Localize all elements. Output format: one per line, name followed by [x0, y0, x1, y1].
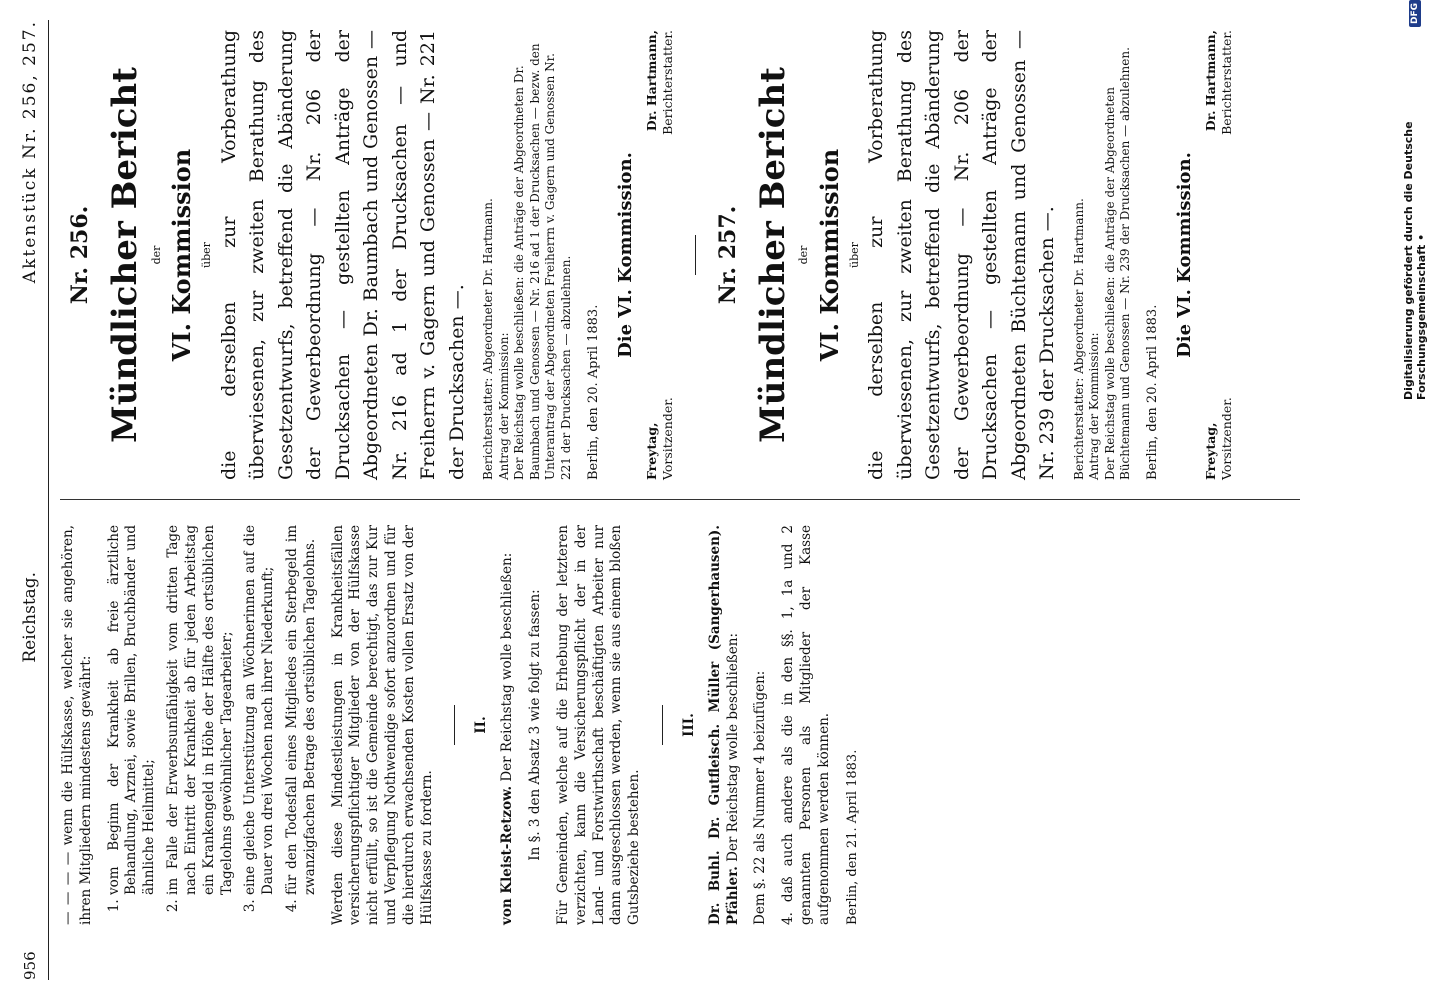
- section-number: II.: [473, 716, 490, 734]
- lead-paragraph: — — — — wenn die Hülfskasse, welcher sie angehören, ihren Mitgliedern mindestens gewährt:: [60, 525, 94, 925]
- signatures: [1203, 30, 1236, 480]
- list-item: 3. eine gleiche Unterstützung an Wöchnerinnen auf die Dauer von drei Wochen nach ihrer Niederkunft;: [242, 525, 278, 895]
- motion-text: Der Reichstag wolle beschließen: die Anträge der Abgeordneten Dr. Baumbach und Genossen — Nr. 216 ad 1 der Drucksachen — bezw. den Unterantrag der Abgeordneten Freiherrn v. Gagern und Genossen Nr. 221 der Drucksachen — abzulehnen.: [512, 43, 574, 480]
- date-line: Berlin, den 20. April 1883.: [585, 304, 601, 480]
- divider: [454, 705, 455, 745]
- report-intro: die derselben zur Vorberathung überwiesenen, zur zweiten Berathung des Gesetzentwurfs, betreffend die Abänderung der Gewerbeordnung — Nr. 206 der Drucksachen — gestellten Anträge der Abgeordneten Büchtemann und Genossen — Nr. 239 der Drucksachen —.: [865, 30, 1059, 480]
- chair-signature: Freytag, Vorsitzender.: [643, 397, 676, 480]
- motion-author: von Kleist-Retzow.: [499, 785, 516, 925]
- motion-authors: Dr. Buhl. Dr. Gutfleisch. Müller (Sangerhausen). Pfähler.: [706, 525, 741, 925]
- column-divider: [60, 499, 1300, 500]
- report-257: [714, 30, 1236, 480]
- left-column: [60, 525, 1310, 925]
- report-number: Nr. 256.: [67, 205, 93, 305]
- date-line: Berlin, den 21. April 1883.: [844, 749, 860, 925]
- list-item: 2. im Falle der Erwerbsunfähigkeit vom dritten Tage nach Eintritt der Krankheit ab für jeden Arbeitstag ein Krankengeld in Höhe der Hälfte des ortsüblichen Tagelohns gewöhnlicher Tagearbeiter;: [165, 525, 236, 895]
- date-line: Berlin, den 20. April 1883.: [1145, 304, 1161, 480]
- report-meta: [481, 30, 575, 480]
- report-meta: [1072, 30, 1134, 480]
- page-number: 956: [21, 951, 39, 980]
- rapporteur-signature: Dr. Hartmann, Berichterstatter.: [1202, 30, 1235, 135]
- rapporteur-signature: Dr. Hartmann, Berichterstatter.: [643, 30, 676, 135]
- digitization-stamp: [1402, 0, 1428, 400]
- closing-paragraph: Werden diese Mindestleistungen in Krankheitsfällen versicherungspflichtiger Mitglieder von der Hülfskasse nicht erfüllt, so ist die Gemeinde berechtigt, das zur Kur und Verpflegung Nothwendige sofort anzuordnen und für die hierdurch erwachsenden Kosten vollen Ersatz von der Hülfskasse zu fordern.: [329, 525, 435, 925]
- section-number: III.: [680, 713, 697, 737]
- report-ueber: über: [847, 242, 861, 268]
- motion-text: Der Reichstag wolle beschließen:: [499, 552, 516, 782]
- report-der: der: [149, 245, 163, 265]
- commission-name: VI. Kommission: [815, 148, 844, 362]
- motion-subtext: Dem §. 22 als Nummer 4 beizufügen:: [752, 670, 769, 925]
- rapporteur: Berichterstatter: Abgeordneter Dr. Hartmann.: [1071, 198, 1086, 480]
- stamp-text: Digitalisierung gefördert durch die Deutsche Forschungsgemeinschaft •: [1402, 121, 1428, 400]
- divider: [662, 705, 663, 745]
- chair-signature: Freytag, Vorsitzender.: [1202, 397, 1235, 480]
- signatures: [644, 30, 677, 480]
- signature-head: Die VI. Kommission.: [614, 152, 636, 358]
- report-intro: die derselben zur Vorberathung überwiesenen, zur zweiten Berathung des Gesetzentwurfs, betreffend die Abänderung der Gewerbeordnung — Nr. 206 der Drucksachen — gestellten Anträge der Abgeordneten Dr. Baumbach und Genossen — Nr. 216 ad 1 der Drucksachen — und Freiherrn v. Gagern und Genossen — Nr. 221 der Drucksachen —.: [217, 30, 468, 480]
- header-title: Aktenstück Nr. 256, 257.: [20, 20, 40, 284]
- divider: [695, 235, 696, 275]
- report-title: Mündlicher Bericht: [105, 67, 146, 443]
- signature-head: Die VI. Kommission.: [1174, 152, 1196, 358]
- commission-name: VI. Kommission: [167, 148, 197, 362]
- report-title: Mündlicher Bericht: [752, 67, 793, 443]
- header-left-title: Reichstag.: [20, 571, 40, 663]
- list-item: 1. vom Beginn der Krankheit ab freie ärztliche Behandlung, Arznei, sowie Brillen, Bruchbänder und ähnliche Heilmittel;: [106, 525, 159, 895]
- dfg-logo-icon: DFG: [1409, 0, 1421, 27]
- rapporteur: Berichterstatter: Abgeordneter Dr. Hartmann.: [481, 198, 496, 480]
- motion-item: 4. daß auch andere als die in den §§. 1, 1a und 2 genannten Personen als Mitglieder der Kasse aufgenommen werden können.: [780, 525, 832, 925]
- report-number: Nr. 257.: [714, 205, 741, 305]
- list-item: 4. für den Todesfall eines Mitgliedes ein Sterbegeld im zwanzigfachen Betrage des ortsüblichen Tagelohns.: [284, 525, 320, 895]
- report-256: [66, 30, 677, 480]
- motion-text: Der Reichstag wolle beschließen:: [724, 632, 741, 862]
- right-column: [60, 30, 1310, 480]
- page-header: [12, 20, 49, 980]
- motion-quote: Für Gemeinden, welche auf die Erhebung der letzteren verzichten, kann die Versicherungspflicht der in der Land- und Forstwirthschaft beschäftigten Arbeiter nur dann ausgeschlossen werden, wenn sie aus einem bloßen Gutsbeziehe bestehen.: [554, 525, 643, 925]
- benefits-list: [106, 525, 320, 925]
- motion-subtext: In §. 3 den Absatz 3 wie folgt zu fassen:: [527, 589, 544, 861]
- motion-head: Antrag der Kommission:: [1087, 332, 1102, 480]
- motion-head: Antrag der Kommission:: [496, 332, 511, 480]
- report-der: der: [797, 245, 811, 265]
- report-ueber: über: [200, 242, 214, 268]
- motion-text: Der Reichstag wolle beschließen: die Anträge der Abgeordneten Büchtemann und Genossen — Nr. 239 der Drucksachen — abzulehnen.: [1102, 47, 1133, 480]
